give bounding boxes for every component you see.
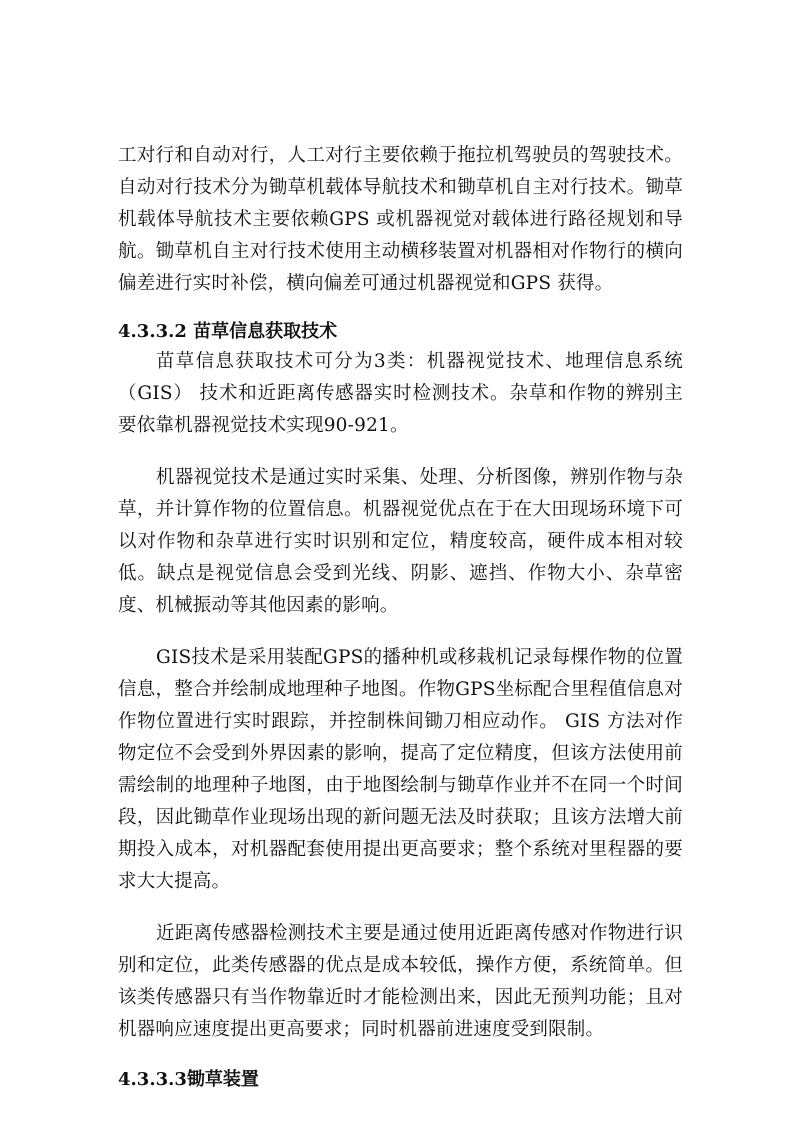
paragraph-row-alignment: 工对行和自动对行，人工对行主要依赖于拖拉机驾驶员的驾驶技术。自动对行技术分为锄草机载体导航技术和锄草机自主对行技术。锄草机载体导航技术主要依赖GPS 或机器视觉对载体进行路径规划和导航。锄草机自主对行技术使用主动横移装置对机器相对作物行的横向偏差进行实时补偿，横向偏差可通过机器视觉和GPS 获得。 xyxy=(118,145,683,294)
paragraph-info-acquisition: 苗草信息获取技术可分为3类：机器视觉技术、地理信息系统（GIS） 技术和近距离传感器实时检测技术。杂草和作物的辨别主要依靠机器视觉技术实现90-921。 xyxy=(118,351,683,436)
section-heading-weeding-device: 4.3.3.3锄草装置 xyxy=(118,1069,259,1090)
paragraph-gis-technology: GIS技术是采用装配GPS的播种机或移栽机记录每棵作物的位置信息，整合并绘制成地理种子地图。作物GPS坐标配合里程值信息对作物位置进行实时跟踪，并控制株间锄刀相应动作。 GIS 方法对作物定位不会受到外界因素的影响，提高了定位精度，但该方法使用前需绘制的地理种子地图，由于地图绘制与锄草作业并不在同一个时间段，因此锄草作业现场出现的新问题无法及时获取；且该方法增大前期投入成本，对机器配套使用提出更高要求；整个系统对里程器的要求大大提高。 xyxy=(118,647,683,892)
paragraph-proximity-sensor: 近距离传感器检测技术主要是通过使用近距离传感对作物进行识别和定位，此类传感器的优点是成本较低，操作方便，系统简单。但该类传感器只有当作物靠近时才能检测出来，因此无预判功能；且对机器响应速度提出更高要求；同时机器前进速度受到限制。 xyxy=(118,923,683,1040)
section-heading-seedling-weed-info: 4.3.3.2 苗草信息获取技术 xyxy=(118,321,338,342)
paragraph-machine-vision: 机器视觉技术是通过实时采集、处理、分析图像，辨别作物与杂草，并计算作物的位置信息。机器视觉优点在于在大田现场环境下可以对作物和杂草进行实时识别和定位，精度较高，硬件成本相对较低。缺点是视觉信息会受到光线、阴影、遮挡、作物大小、杂草密度、机械振动等其他因素的影响。 xyxy=(118,467,683,616)
